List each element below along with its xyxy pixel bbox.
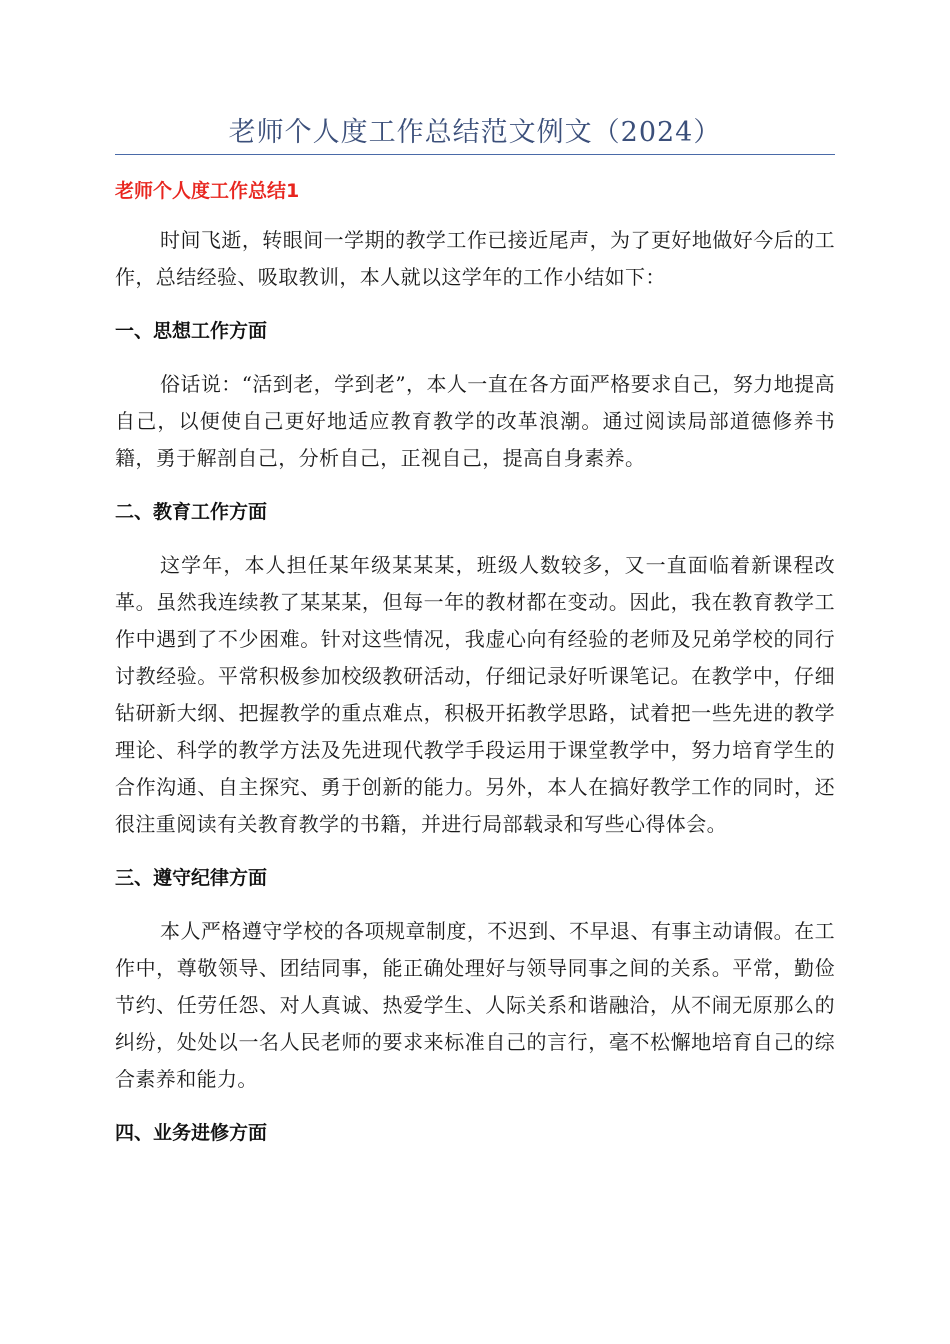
section-body-discipline: 本人严格遵守学校的各项规章制度，不迟到、不早退、有事主动请假。在工作中，尊敬领导、团结同事，能正确处理好与领导同事之间的关系。平常，勤俭节约、任劳任怨、对人真诚、热爱学生、人际关系和谐融洽，从不闹无原那么的纠纷，处处以一名人民老师的要求来标准自己的言行，毫不松懈地培育自己的综合素养和能力。 bbox=[115, 919, 835, 1091]
section-body-ideology: 俗话说：“活到老，学到老”，本人一直在各方面严格要求自己，努力地提高自己，以便使自己更好地适应教育教学的改革浪潮。通过阅读局部道德修养书籍，勇于解剖自己，分析自己，正视自己，提高自身素养。 bbox=[115, 372, 835, 470]
section-heading-education: 二、教育工作方面 bbox=[115, 501, 268, 523]
document-body bbox=[115, 176, 835, 1168]
document-title: 老师个人度工作总结范文例文（2024） bbox=[228, 117, 722, 148]
section-heading-ideology: 一、思想工作方面 bbox=[115, 320, 268, 342]
section-heading-discipline: 三、遵守纪律方面 bbox=[115, 867, 268, 889]
section-body-education: 这学年，本人担任某年级某某某，班级人数较多，又一直面临着新课程改革。虽然我连续教了某某某，但每一年的教材都在变动。因此，我在教育教学工作中遇到了不少困难。针对这些情况，我虚心向有经验的老师及兄弟学校的同行讨教经验。平常积极参加校级教研活动，仔细记录好听课笔记。在教学中，仔细钻研新大纲、把握教学的重点难点，积极开拓教学思路，试着把一些先进的教学理论、科学的教学方法及先进现代教学手段运用于课堂教学中，努力培育学生的合作沟通、自主探究、勇于创新的能力。另外，本人在搞好教学工作的同时，还很注重阅读有关教育教学的书籍，并进行局部载录和写些心得体会。 bbox=[115, 553, 835, 836]
intro-paragraph: 时间飞逝，转眼间一学期的教学工作已接近尾声，为了更好地做好今后的工作，总结经验、吸取教训，本人就以这学年的工作小结如下： bbox=[115, 228, 835, 289]
title-underline bbox=[115, 154, 835, 155]
section-heading-training: 四、业务进修方面 bbox=[115, 1122, 268, 1144]
summary-subtitle: 老师个人度工作总结1 bbox=[115, 180, 300, 202]
